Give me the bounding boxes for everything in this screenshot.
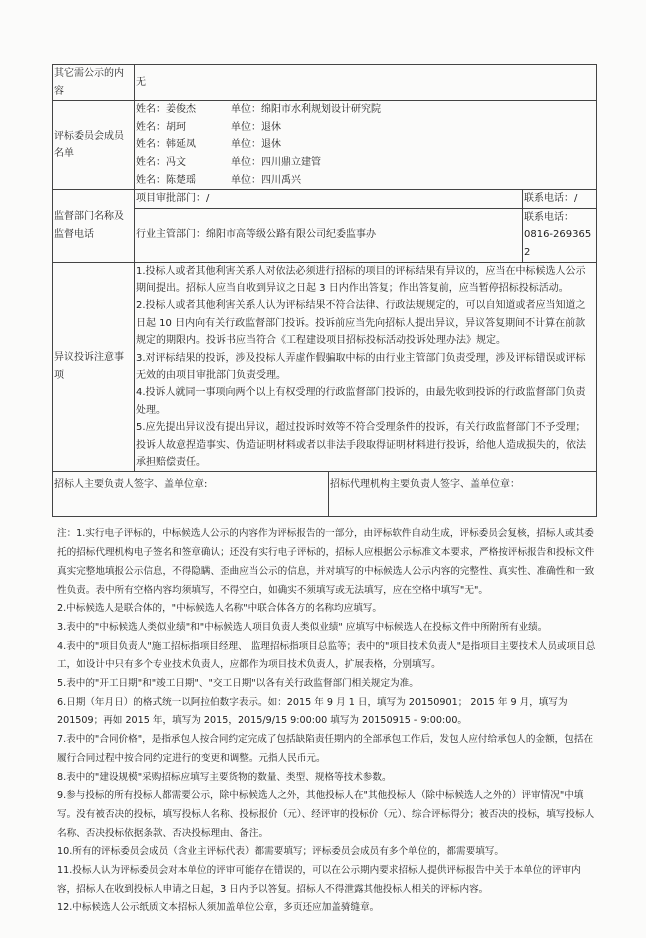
committee-member xyxy=(136,172,595,190)
committee-member xyxy=(136,136,595,154)
supervision-label: 监督部门名称及监督电话 xyxy=(53,190,135,262)
notes-section xyxy=(57,525,597,918)
other-content-value: 无 xyxy=(135,65,597,101)
industry-phone-cell xyxy=(522,208,596,262)
member-unit: 单位：四川鼎立建管 xyxy=(231,156,321,168)
approval-dept: 项目审批部门：/ xyxy=(135,190,523,209)
member-name: 姓名：陈楚瑶 xyxy=(136,174,196,186)
note-item: 注：1.实行电子评标的，中标候选人公示的内容作为评标报告的一部分，由评标软件自动生成，评标委员会复核，招标人或其委托的招标代理机构电子签名和签章确认；还没有实行电子评标的，招标人应根据公示标准文本要求，严格按评标报告和投标文件真实完整地填报公示信息，不得隐瞒、歪曲应当公示的信息，并对填写的中标候选人公示内容的完整性、真实性、准确性和一致性负责。表中所有空格内容均须填写，不得空白，如确实不须填写或无法填写，应在空格中填写"无"。 xyxy=(57,528,595,596)
industry-dept-row xyxy=(53,208,597,262)
objection-item: 3.对评标结果的投诉，涉及投标人弄虚作假骗取中标的由行业主管部门负责受理，涉及评标错误或评标无效的由项目审批部门负责受理。 xyxy=(136,352,586,381)
note-item: 3.表中的"中标候选人类似业绩"和"中标候选人项目负责人类似业绩" 应填写中标候选人在投标文件中所附所有业绩。 xyxy=(57,621,548,633)
member-name: 姓名：姜俊杰 xyxy=(136,104,196,116)
member-unit: 单位：四川禹兴 xyxy=(231,174,301,186)
member-unit: 单位：绵阳市水利规划设计研究院 xyxy=(231,104,381,116)
objection-items xyxy=(135,262,597,472)
committee-members xyxy=(135,101,597,190)
industry-phone-label: 联系电话： xyxy=(523,211,574,223)
member-name: 姓名：韩延凤 xyxy=(136,139,196,151)
signature-row xyxy=(53,472,597,517)
member-name: 姓名：冯文 xyxy=(136,156,186,168)
objection-item: 2.投标人或者其他利害关系人认为评标结果不符合法律、行政法规规定的，可以自知道或者应当知道之日起 10 日内向有关行政监督部门投诉。投诉前应当先向招标人提出异议，异议答复期间不计算在前款规定的期限内。投诉书应当符合《工程建设项目招标投标活动投诉处理办法》规定。 xyxy=(136,300,586,347)
note-item: 7.表中的"合同价格"，是指承包人按合同约定完成了包括缺陷责任期内的全部承包工作后，发包人应付给承包人的金额，包括在履行合同过程中按合同约定进行的变更和调整。元指人民币元。 xyxy=(57,734,594,764)
note-item: 12.中标候选人公示纸质文本招标人须加盖单位公章，多页还应加盖骑缝章。 xyxy=(57,902,380,914)
objection-item: 5.应先提出异议没有提出异议，超过投诉时效等不符合受理条件的投诉，有关行政监督部门不予受理；投诉人故意捏造事实、伪造证明材料或者以非法手段取得证明材料进行投诉，给他人造成损失的，依法承担赔偿责任。 xyxy=(136,422,586,468)
note-item: 9.参与投标的所有投标人都需要公示，除中标候选人之外，其他投标人在"其他投标人（除中标候选人之外的）评审情况"中填写。没有被否决的投标，填写投标人名称、投标报价（元）、经评审的投标价（元）、综合评标得分；被否决的投标，填写投标人名称、否决投标依据条款、否决投标理由、备注。 xyxy=(57,790,595,839)
note-item: 2.中标候选人是联合体的，"中标候选人名称"中联合体各方的名称均应填写。 xyxy=(57,603,382,615)
member-unit: 单位：退休 xyxy=(231,139,281,151)
objection-row xyxy=(53,262,597,472)
objection-label: 异议投诉注意事项 xyxy=(53,262,135,472)
committee-member xyxy=(136,119,595,137)
approval-dept-row xyxy=(53,190,597,209)
committee-member xyxy=(136,154,595,172)
note-item: 6.日期（年月日）的格式统一以阿拉伯数字表示。如：2015 年 9 月 1 日，填写为 20150901； 2015 年 9 月，填写为 201509；再如 2015 年，填写为 2015，2015/9/15 9:00:00 填写为 20150915 - 9:00:00。 xyxy=(57,696,568,727)
committee-row xyxy=(53,101,597,190)
announcement-table xyxy=(52,64,597,517)
approval-phone: 联系电话：/ xyxy=(522,190,596,209)
note-item: 11.投标人认为评标委员会对本单位的评审可能存在错误的，可以在公示期内要求招标人提供评标报告中关于本单位的评审内容，招标人在收到投标人申请之日起，3 日内予以答复。招标人不得泄露其他投标人相关的评标内容。 xyxy=(57,865,581,895)
note-item: 10.所有的评标委员会成员（含业主评标代表）都需要填写；评标委员会成员有多个单位的，都需要填写。 xyxy=(57,846,504,858)
member-unit: 单位：退休 xyxy=(231,121,281,133)
note-item: 5.表中的"开工日期"和"竣工日期"、"交工日期"以各有关行政监督部门相关规定为准。 xyxy=(57,678,419,690)
other-content-row xyxy=(53,65,597,101)
note-item: 4.表中的"项目负责人"施工招标指项目经理、 监理招标指项目总监等；表中的"项目技术负责人"是指项目主要技术人员或项目总工，如设计中只有多个专业技术负责人，应都作为项目技术负责人，扩展表格，分别填写。 xyxy=(57,640,596,671)
note-item: 8.表中的"建设规模"采购招标应填写主要货物的数量、类型、规格等技术参数。 xyxy=(57,771,392,783)
committee-member xyxy=(136,101,595,119)
industry-dept: 行业主管部门：绵阳市高等级公路有限公司纪委监事办 xyxy=(135,208,523,262)
industry-phone: 0816-2693652 xyxy=(523,229,592,258)
tenderer-signature: 招标人主要负责人签字、盖单位章: xyxy=(53,472,329,517)
member-name: 姓名：胡珂 xyxy=(136,121,186,133)
objection-item: 1.投标人或者其他利害关系人对依法必须进行招标的项目的评标结果有异议的，应当在中标候选人公示期间提出。招标人应当自收到异议之日起 3 日内作出答复；作出答复前，应当暂停招标投标活动。 xyxy=(136,265,586,294)
committee-label: 评标委员会成员名单 xyxy=(53,101,135,190)
other-content-label: 其它需公示的内容 xyxy=(53,65,135,101)
agency-signature: 招标代理机构主要负责人签字、盖单位章： xyxy=(328,472,596,517)
objection-item: 4.投诉人就同一事项向两个以上有权受理的行政监督部门投诉的，由最先收到投诉的行政监督部门负责处理。 xyxy=(136,387,586,416)
